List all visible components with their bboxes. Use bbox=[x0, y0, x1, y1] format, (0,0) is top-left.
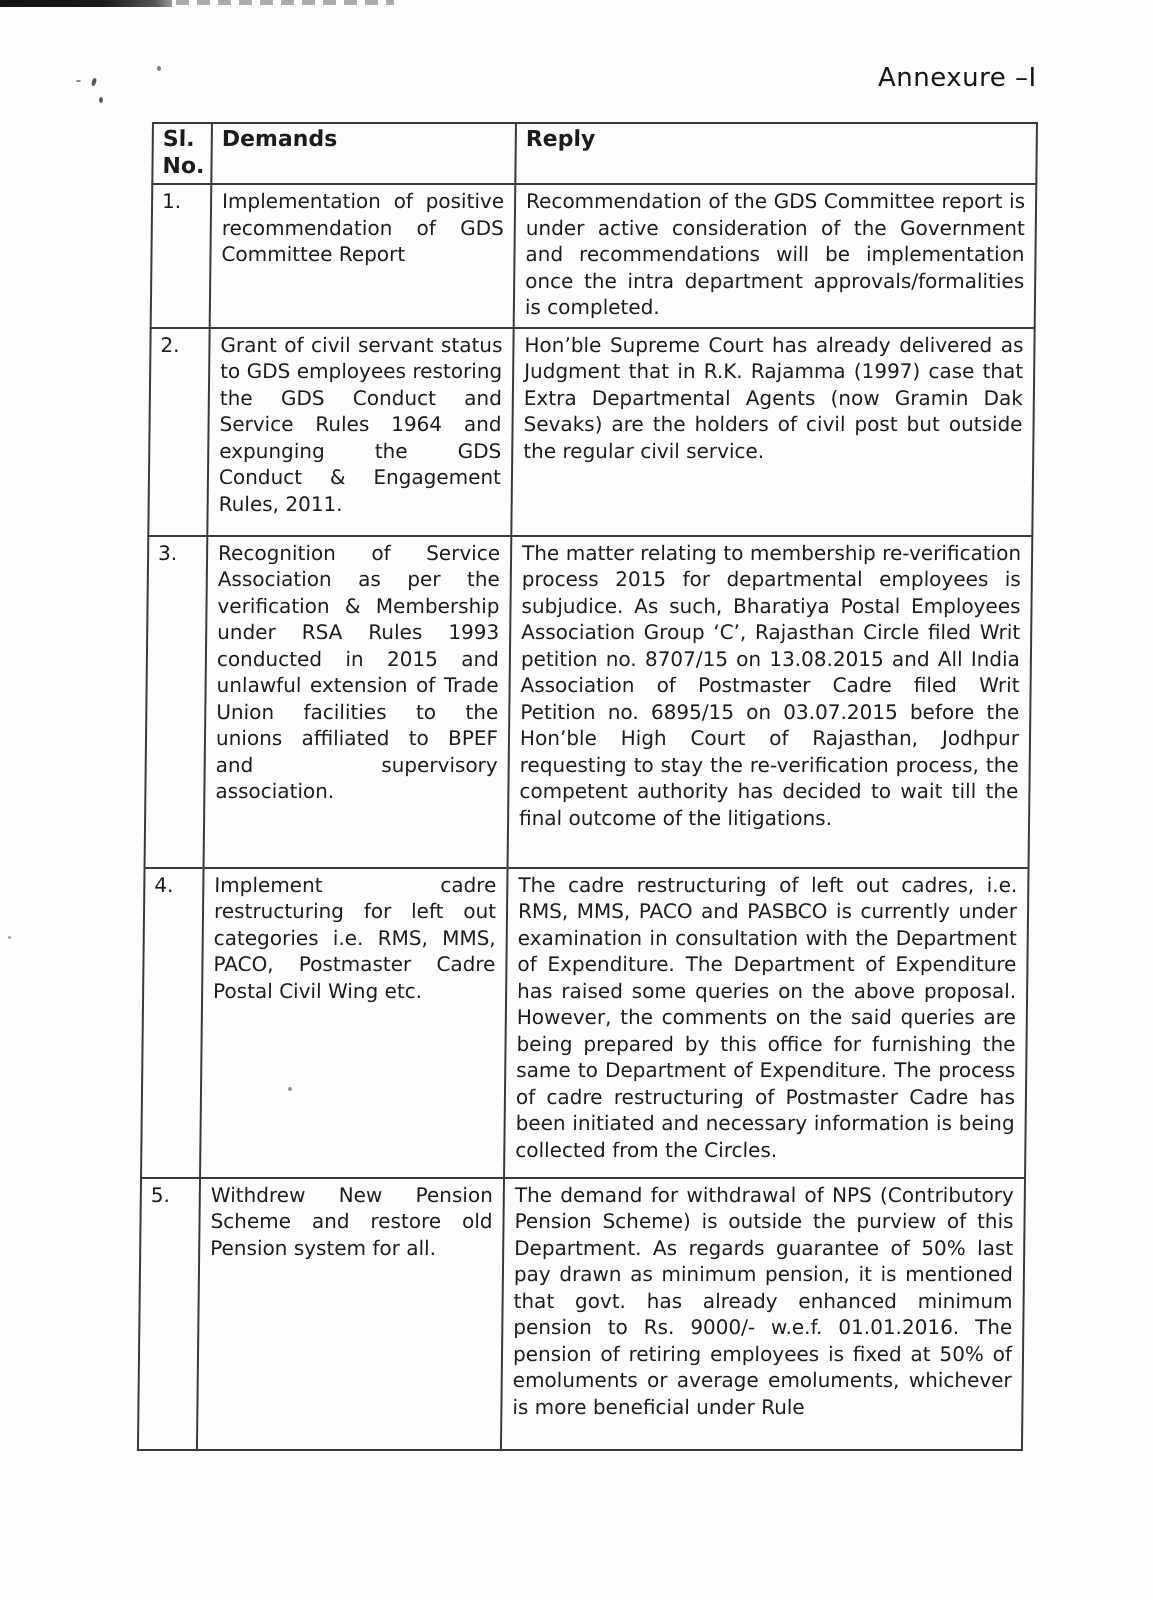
header-reply: Reply bbox=[515, 123, 1037, 184]
reply-cell: The cadre restructuring of left out cadres, i.e. RMS, MMS, PACO and PASBCO is currently under examination in consultation with the Department of Expenditure. The Department of Expenditure has raised some queries on the above proposal. However, the comments on the said queries are being prepared by this office for furnishing the same to Department of Expenditure. The process of cadre restructuring of Postmaster Cadre has been initiated and necessary information is being collected from the Circles. bbox=[504, 868, 1029, 1178]
reply-cell: Recommendation of the GDS Committee report is under active consideration of the Government and recommendations will be implementation once the intra department approvals/formalities is completed. bbox=[514, 184, 1037, 328]
sl-no-cell: 5. bbox=[138, 1178, 200, 1450]
header-sl-no: Sl. No. bbox=[152, 123, 212, 184]
table-row bbox=[151, 184, 1037, 328]
header-demands: Demands bbox=[211, 123, 516, 184]
table-header-row bbox=[152, 123, 1037, 184]
sl-no-cell: 2. bbox=[148, 328, 209, 536]
demand-cell: Implement cadre restructuring for left out categories i.e. RMS, MMS, PACO, Postmaster Cadre Postal Civil Wing etc. bbox=[200, 868, 508, 1178]
scan-speck bbox=[8, 936, 11, 939]
reply-cell: The demand for withdrawal of NPS (Contributory Pension Scheme) is outside the purview of this Department. As regards guarantee of 50% last pay drawn as minimum pension, it is mentioned that govt. has already enhanced minimum pension to Rs. 9000/- w.e.f. 01.01.2016. The pension of retiring employees is fixed at 50% of emoluments or average emoluments, whichever is more beneficial under Rule bbox=[501, 1178, 1025, 1450]
annexure-label: Annexure –I bbox=[878, 63, 1037, 93]
demand-cell: Withdrew New Pension Scheme and restore old Pension system for all. bbox=[197, 1178, 504, 1450]
sl-no-cell: 4. bbox=[141, 868, 204, 1178]
reply-cell: Hon’ble Supreme Court has already delivered as Judgment that in R.K. Rajamma (1997) case that Extra Departmental Agents (now Gramin Dak Sevaks) are the holders of civil post but outside the regular civil service. bbox=[511, 328, 1034, 536]
demands-reply-table bbox=[137, 122, 1038, 1451]
scan-speck bbox=[157, 66, 161, 71]
table-row bbox=[145, 536, 1033, 868]
scan-speck bbox=[99, 97, 103, 103]
demand-cell: Implementation of positive recommendation of GDS Committee Report bbox=[210, 184, 516, 328]
scan-artifact-dashes bbox=[176, 0, 394, 5]
table-row bbox=[138, 1178, 1025, 1450]
scan-speck bbox=[91, 78, 97, 87]
sl-no-cell: 3. bbox=[145, 536, 208, 868]
table-row bbox=[141, 868, 1029, 1178]
sl-no-cell: 1. bbox=[151, 184, 212, 328]
reply-cell: The matter relating to membership re-verification process 2015 for departmental employees is subjudice. As such, Bharatiya Postal Employees Association Group ‘C’, Rajasthan Circle filed Writ petition no. 8707/15 on 13.08.2015 and All India Association of Postmaster Cadre filed Writ Petition no. 6895/15 on 03.07.2015 before the Hon’ble High Court of Rajasthan, Jodhpur requesting to stay the re-verification process, the competent authority has decided to wait till the final outcome of the litigations. bbox=[508, 536, 1033, 868]
scan-speck bbox=[76, 80, 81, 82]
table-row bbox=[148, 328, 1034, 536]
demand-cell: Recognition of Service Association as per the verification & Membership under RSA Rules 1993 conducted in 2015 and unlawful extension of Trade Union facilities to the unions affiliated to BPEF and supervisory association. bbox=[204, 536, 512, 868]
demand-cell: Grant of civil servant status to GDS employees restoring the GDS Conduct and Service Rules 1964 and expunging the GDS Conduct & Engagement Rules, 2011. bbox=[207, 328, 513, 536]
scan-artifact-bar bbox=[0, 0, 172, 7]
